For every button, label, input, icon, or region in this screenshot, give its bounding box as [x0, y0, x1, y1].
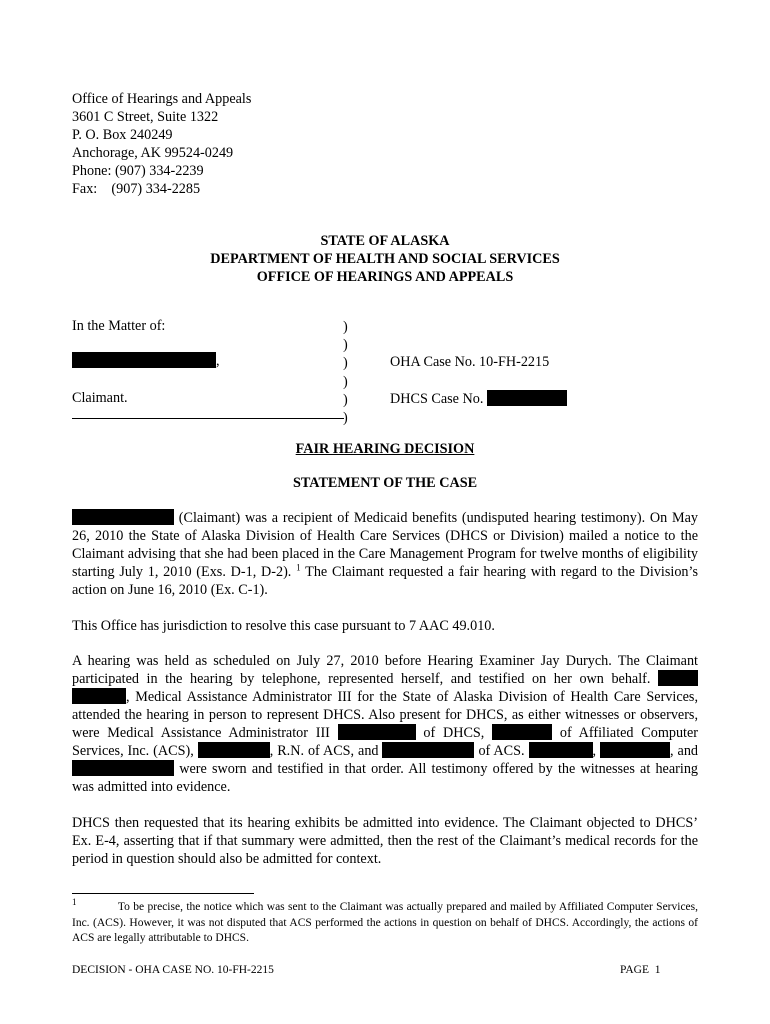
paragraph-3: A hearing was held as scheduled on July 27, 2010 before Hearing Examiner Jay Durych. The Claimant participated in the hearing by telephone, represented herself, and testified on her own behalf. , Medical Assistance Administrator III for the State of Alaska Division of Health Care Services, attended the hearing in person to represent DHCS. Also present for DHCS, as either witnesses or observers, were Medical Assistance Administrator III of DHCS, of Affiliated Computer Services, Inc. (ACS), , R.N. of ACS, and of ACS. , , and were sworn and testified in that order. All testimony offered by the witnesses at hearing was admitted into evidence.: [72, 653, 699, 795]
address-line: 3601 C Street, Suite 1322: [72, 109, 219, 125]
paren: ): [343, 410, 348, 427]
footnote: [72, 897, 699, 947]
paragraph-4: DHCS then requested that its hearing exhibits be admitted into evidence. The Claimant objected to DHCS’ Ex. E-4, asserting that if that summary were admitted, then the rest of the Claimant’s medical records for the period in question should also be admitted for context.: [72, 815, 698, 867]
footer-case: DECISION - OHA CASE NO. 10-FH-2215: [72, 964, 274, 976]
address-line: Office of Hearings and Appeals: [72, 91, 252, 107]
footnote-number: 1: [72, 897, 77, 908]
dhcs-case-line: [390, 390, 567, 408]
paren: ): [343, 337, 348, 354]
footnote-ref: 1: [296, 562, 301, 573]
in-matter-label: In the Matter of:: [72, 318, 166, 334]
heading-state: STATE OF ALASKA: [320, 233, 450, 249]
paragraph-1: (Claimant) was a recipient of Medicaid benefits (undisputed hearing testimony). On May 26, 2010 the State of Alaska Division of Health Care Services (DHCS or Division) mailed a notice to the Claimant advising that she had been placed in the Care Management Program for twelve months of eligibility starting July 1, 2010 (Exs. D-1, D-2). $^1$ The Claimant requested a fair hearing with regard to the Division’s action on June 16, 2010 (Ex. C-1).: [72, 510, 698, 598]
redacted-name: [529, 742, 593, 758]
footer-page: PAGE 1: [620, 964, 661, 976]
redacted-name: [658, 670, 698, 686]
paren: ): [343, 355, 348, 372]
statement-title: STATEMENT OF THE CASE: [292, 475, 478, 491]
address-line: Phone: (907) 334-2239: [72, 163, 204, 179]
paren: ): [343, 319, 348, 335]
address-line: P. O. Box 240249: [72, 127, 173, 143]
caption-rule: [72, 418, 344, 419]
paren: ): [343, 391, 348, 408]
redacted-name: [382, 742, 474, 758]
redacted-name: [338, 724, 416, 740]
redacted-name: [600, 742, 670, 758]
paren: ): [343, 373, 348, 390]
heading-office: OFFICE OF HEARINGS AND APPEALS: [256, 269, 514, 285]
oha-case-number: OHA Case No. 10-FH-2215: [390, 354, 550, 370]
claimant-label: Claimant.: [72, 390, 128, 406]
claimant-name-line: [72, 352, 220, 370]
decision-title: FAIR HEARING DECISION: [295, 441, 475, 457]
redacted-name: [72, 509, 174, 525]
redacted-name: [72, 760, 174, 776]
address-line: Fax: (907) 334-2285: [72, 181, 201, 197]
address-line: Anchorage, AK 99524-0249: [72, 145, 234, 161]
redacted-name: [72, 352, 216, 368]
footnote-rule: [72, 893, 254, 894]
heading-department: DEPARTMENT OF HEALTH AND SOCIAL SERVICES: [210, 251, 560, 267]
redacted-name: [492, 724, 552, 740]
footnote-text: To be precise, the notice which was sent to the Claimant was actually prepared and mailed by Affiliated Computer Services, Inc. (ACS). However, it was not disputed that ACS performed the actions in question on behalf of DHCS. Accordingly, the actions of ACS are legally attributable to DHCS.: [72, 901, 699, 944]
office-address: [72, 90, 251, 198]
redacted-name: [198, 742, 270, 758]
redacted-name: [72, 688, 126, 704]
comma: ,: [216, 353, 220, 369]
dhcs-case-label: DHCS Case No.: [390, 391, 484, 407]
redacted-case-number: [487, 390, 567, 406]
paragraph-2: This Office has jurisdiction to resolve this case pursuant to 7 AAC 49.010.: [72, 618, 495, 634]
caption-parentheses: [343, 318, 348, 427]
